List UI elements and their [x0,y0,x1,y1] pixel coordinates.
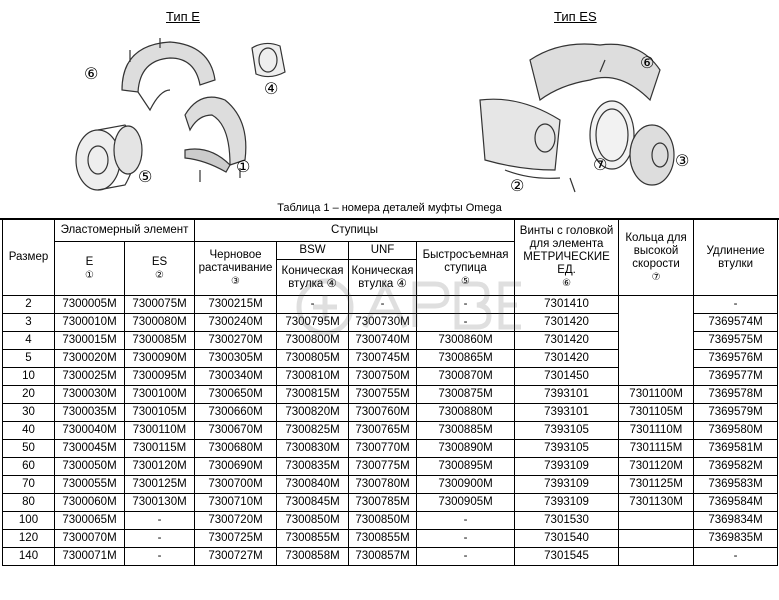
table-cell: 7300870M [417,368,515,386]
table-cell: - [125,548,195,566]
header-screws-num: ⑥ [562,278,572,289]
table-cell: 7301420 [515,314,619,332]
table-cell: 7369580M [694,422,778,440]
callout-2-right: ② [510,176,525,195]
table-cell: 7300855M [277,530,349,548]
table-cell: 7393101 [515,386,619,404]
header-rough-bore [195,242,277,296]
table-cell: 7301530 [515,512,619,530]
figure-title-type-e: Тип E [166,9,200,24]
table-row [3,296,778,314]
table-cell: 7369578M [694,386,778,404]
table-cell: 10 [3,368,55,386]
table-cell: 7300880M [417,404,515,422]
header-rings-label: Кольца для высокой скорости [625,231,687,270]
callout-7-right: ⑦ [593,155,608,174]
table-cell: 70 [3,476,55,494]
table-cell: 7300860M [417,332,515,350]
table-cell: - [694,296,778,314]
header-screws-label: Винты с головкой для элемента МЕТРИЧЕСКИЕ ЕД. [519,225,614,276]
table-cell: 7301110M [619,422,694,440]
table-cell: 7301115M [619,440,694,458]
header-rings [619,220,694,296]
table-row [3,494,778,512]
table-cell [619,530,694,548]
table-cell: 7300015M [55,332,125,350]
table-cell: 60 [3,458,55,476]
table-cell: 7393109 [515,476,619,494]
table-cell: 2 [3,296,55,314]
header-es [125,242,195,296]
table-cell: 7300090M [125,350,195,368]
coupling-figures [0,0,779,200]
table-cell: 7300005M [55,296,125,314]
table-cell: 7393109 [515,494,619,512]
table-cell: 7300885M [417,422,515,440]
header-quick [417,242,515,296]
table-cell: 7300727M [195,548,277,566]
table-cell: 7300835M [277,458,349,476]
header-e-label: E [85,255,94,268]
table-cell: 7300105M [125,404,195,422]
header-hubs: Ступицы [195,220,515,242]
table-cell: 7301420 [515,332,619,350]
table-cell: - [417,512,515,530]
table-cell: 7300070M [55,530,125,548]
header-bsw: BSW [277,242,349,260]
table-cell: 7300750M [349,368,417,386]
table-cell: 7300740M [349,332,417,350]
table-cell: 7300025M [55,368,125,386]
table-cell: 7300725M [195,530,277,548]
type-e-drawing [76,38,285,190]
table-cell: 7300775M [349,458,417,476]
table-cell: 7300030M [55,386,125,404]
table-cell: 7301120M [619,458,694,476]
table-cell: 7369582M [694,458,778,476]
table-cell: - [277,296,349,314]
table-cell: 50 [3,440,55,458]
table-cell [619,512,694,530]
table-cell: 7300855M [349,530,417,548]
table-cell: 7300035M [55,404,125,422]
table-cell: 7300710M [195,494,277,512]
table-cell: 7300800M [277,332,349,350]
header-screws [515,220,619,296]
table-cell: 3 [3,314,55,332]
table-cell: 7300650M [195,386,277,404]
table-cell: - [417,314,515,332]
table-cell: 7300100M [125,386,195,404]
table-row [3,422,778,440]
header-e-num: ① [85,269,94,281]
table-cell: - [694,548,778,566]
table-cell: 7300820M [277,404,349,422]
parts-table [2,219,778,566]
table-cell: 7300095M [125,368,195,386]
table-row [3,512,778,530]
table-row [3,458,778,476]
table-row [3,530,778,548]
table-row [3,440,778,458]
callout-6-right: ⑥ [640,53,655,72]
header-rings-num: ⑦ [651,271,661,283]
table-cell: 7393105 [515,422,619,440]
table-cell: 7300895M [417,458,515,476]
table-cell: 7301540 [515,530,619,548]
table-cell: 7301130M [619,494,694,512]
table-cell: 7300845M [277,494,349,512]
table-cell: 7300905M [417,494,515,512]
table-cell: 100 [3,512,55,530]
table-cell: 4 [3,332,55,350]
header-es-label: ES [151,255,168,268]
header-extension: Удлинение втулки [694,220,778,296]
table-cell: 7300045M [55,440,125,458]
callout-4-left: ④ [264,79,279,98]
table-cell: 7369574M [694,314,778,332]
table-cell: 7301125M [619,476,694,494]
table-cell: 7300680M [195,440,277,458]
table-cell: 40 [3,422,55,440]
table-cell: 7301100M [619,386,694,404]
table-cell: 7300071M [55,548,125,566]
callout-3-right: ③ [675,151,690,170]
table-cell: 7369584M [694,494,778,512]
header-rough-label: Черновое растачивание [198,249,273,274]
table-cell: 7300900M [417,476,515,494]
table-cell: 7300785M [349,494,417,512]
table-cell: 7300720M [195,512,277,530]
callout-1-left: ① [236,157,251,176]
table-cell: 7300690M [195,458,277,476]
table-cell: 7393105 [515,440,619,458]
table-cell: 7300830M [277,440,349,458]
table-cell: 7300125M [125,476,195,494]
header-unf: UNF [349,242,417,260]
table-cell: 7300858M [277,548,349,566]
table-cell: 7300055M [55,476,125,494]
table-cell: 7300050M [55,458,125,476]
table-row [3,386,778,404]
table-cell: 7300865M [417,350,515,368]
header-quick-num: ⑤ [461,276,471,287]
table-cell: 7300780M [349,476,417,494]
table-cell: 7301420 [515,350,619,368]
table-cell: 7300850M [277,512,349,530]
table-cell: 7300810M [277,368,349,386]
table-cell: 7369835M [694,530,778,548]
table-cell: - [125,530,195,548]
table-cell: 7300875M [417,386,515,404]
table-cell: 7301410 [515,296,619,314]
table-cell: 7300215M [195,296,277,314]
table-cell: 7300805M [277,350,349,368]
header-elastomer: Эластомерный элемент [55,220,195,242]
header-size: Размер [3,220,55,296]
table-cell: 7300130M [125,494,195,512]
table-cell: 7300730M [349,314,417,332]
table-cell: 7300340M [195,368,277,386]
table-row [3,476,778,494]
table-cell: 7393101 [515,404,619,422]
table-cell: 7369834M [694,512,778,530]
table-cell: 7300115M [125,440,195,458]
table-cell: 7300857M [349,548,417,566]
table-cell: 7300765M [349,422,417,440]
table-cell: 7300120M [125,458,195,476]
callout-5-left: ⑤ [138,167,153,186]
figure-title-type-es: Тип ES [554,9,597,24]
table-cell: - [417,548,515,566]
table-cell: 80 [3,494,55,512]
cell-rings-merged [619,296,694,386]
table-cell: 7300795M [277,314,349,332]
table-cell: 7300760M [349,404,417,422]
header-unf-taper: Коническая втулка ④ [349,260,417,296]
table-cell: 7300270M [195,332,277,350]
table-cell: 7393109 [515,458,619,476]
table-cell: 140 [3,548,55,566]
table-cell: 7369576M [694,350,778,368]
table-cell: 7300755M [349,386,417,404]
table-cell: 5 [3,350,55,368]
header-quick-label: Быстросъемная ступица [422,249,509,274]
table-cell: - [125,512,195,530]
parts-table-body [3,296,778,566]
table-cell: 7300660M [195,404,277,422]
table-cell: 7369581M [694,440,778,458]
header-bsw-taper: Коническая втулка ④ [277,260,349,296]
table-cell: 7300770M [349,440,417,458]
table-cell: 120 [3,530,55,548]
header-rough-num: ③ [231,276,240,287]
table-cell: 7300060M [55,494,125,512]
table-cell: 7300040M [55,422,125,440]
table-cell: 7301545 [515,548,619,566]
coupling-drawings [0,0,779,200]
table-cell: 30 [3,404,55,422]
table-cell: 7300065M [55,512,125,530]
table-cell: 7300075M [125,296,195,314]
table-cell: 7300080M [125,314,195,332]
table-cell: 7369575M [694,332,778,350]
table-cell: 7300890M [417,440,515,458]
table-cell: 7300745M [349,350,417,368]
table-cell: 7300850M [349,512,417,530]
table-cell: 7300700M [195,476,277,494]
table-cell: 7300020M [55,350,125,368]
header-e [55,242,125,296]
table-cell: 7301450 [515,368,619,386]
table-cell: 7369583M [694,476,778,494]
table-cell: - [417,530,515,548]
table-cell: 7300825M [277,422,349,440]
table-cell: 7300305M [195,350,277,368]
table-cell: 7369579M [694,404,778,422]
table-cell: 7300010M [55,314,125,332]
table-cell: - [417,296,515,314]
table-cell: 20 [3,386,55,404]
table-cell: 7300085M [125,332,195,350]
table-cell: 7300240M [195,314,277,332]
header-es-num: ② [155,269,164,281]
table-caption: Таблица 1 – номера деталей муфты Omega [277,202,502,214]
table-cell: 7300840M [277,476,349,494]
callout-6-left: ⑥ [84,64,99,83]
table-cell: 7300110M [125,422,195,440]
table-cell: 7300670M [195,422,277,440]
table-row [3,404,778,422]
table-row [3,548,778,566]
table-cell: 7369577M [694,368,778,386]
table-cell: 7301105M [619,404,694,422]
table-cell [619,548,694,566]
table-cell: - [349,296,417,314]
table-cell: 7300815M [277,386,349,404]
